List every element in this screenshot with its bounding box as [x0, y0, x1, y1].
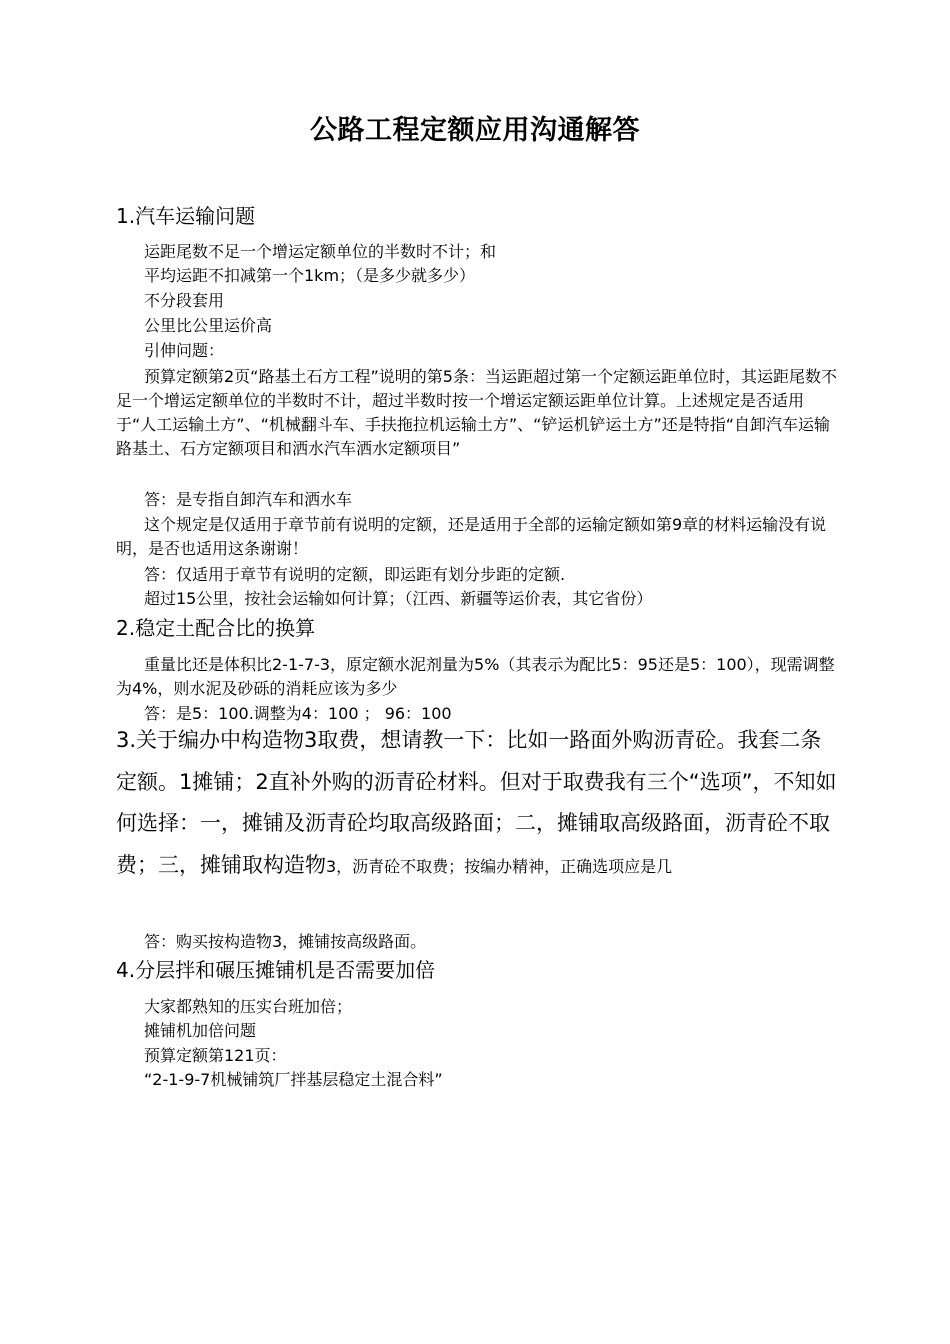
- s1-line-5: 引伸问题：: [144, 341, 225, 360]
- s3-question-tail: 3，沥青砼不取费；按编办精神，正确选项应是几: [326, 856, 673, 876]
- section-2-heading: 2.稳定土配合比的换算: [116, 616, 316, 640]
- s1-line-1: 运距尾数不足一个增运定额单位的半数时不计；和: [144, 242, 497, 261]
- s3-answer: 答：购买按构造物3，摊铺按高级路面。: [144, 932, 427, 951]
- s2-answer: 答：是5：100.调整为4：100 ； 96：100: [144, 704, 452, 723]
- section-1-heading: 1.汽车运输问题: [116, 204, 256, 228]
- page-title: 公路工程定额应用沟通解答: [310, 115, 640, 146]
- s1-line-2: 平均运距不扣减第一个1km；（是多少就多少）: [144, 266, 476, 285]
- section-3-question: [116, 720, 840, 887]
- section-4-heading: 4.分层拌和碾压摊铺机是否需要加倍: [116, 958, 436, 982]
- s4-line-2: 摊铺机加倍问题: [144, 1021, 257, 1040]
- s1-line-4: 公里比公里运价高: [144, 316, 273, 335]
- s3-question-main: 3.关于编办中构造物3取费，想请教一下：比如一路面外购沥青砼。我套二条定额。1摊铺；2直补外购的沥青砼材料。但对于取费我有三个“选项”，不知如何选择：一，摊铺及沥青砼均取高级路面；二，摊铺取高级路面，沥青砼不取费；三，摊铺取构造物: [116, 728, 837, 877]
- s1-answer-1: 答：是专指自卸汽车和洒水车: [144, 490, 353, 509]
- s4-line-3: 预算定额第121页：: [144, 1046, 287, 1065]
- s1-answer-2: 答：仅适用于章节有说明的定额，即运距有划分步距的定额.: [144, 565, 566, 584]
- s1-paragraph-1: 预算定额第2页“路基土石方工程”说明的第5条：当运距超过第一个定额运距单位时，其运距尾数不足一个增运定额单位的半数时不计，超过半数时按一个增运定额运距单位计算。上述规定是否适用于“人工运输土方”、“机械翻斗车、手扶拖拉机运输土方”、“铲运机铲运土方”还是特指“自卸汽车运输路基土、石方定额项目和洒水汽车洒水定额项目”: [116, 367, 837, 458]
- s4-line-1: 大家都熟知的压实台班加倍；: [144, 997, 353, 1016]
- s1-line-3: 不分段套用: [144, 291, 225, 310]
- s4-line-4: “2-1-9-7机械铺筑厂拌基层稳定土混合料”: [144, 1070, 443, 1089]
- s2-paragraph: 重量比还是体积比2-1-7-3，原定额水泥剂量为5%（其表示为配比5：95还是5：100），现需调整为4%，则水泥及砂砾的消耗应该为多少: [116, 655, 835, 698]
- s1-line-6: 超过15公里，按社会运输如何计算；（江西、新疆等运价表，其它省份）: [144, 589, 653, 608]
- s1-paragraph-2: 这个规定是仅适用于章节前有说明的定额，还是适用于全部的运输定额如第9章的材料运输没有说明，是否也适用这条谢谢！: [116, 515, 827, 558]
